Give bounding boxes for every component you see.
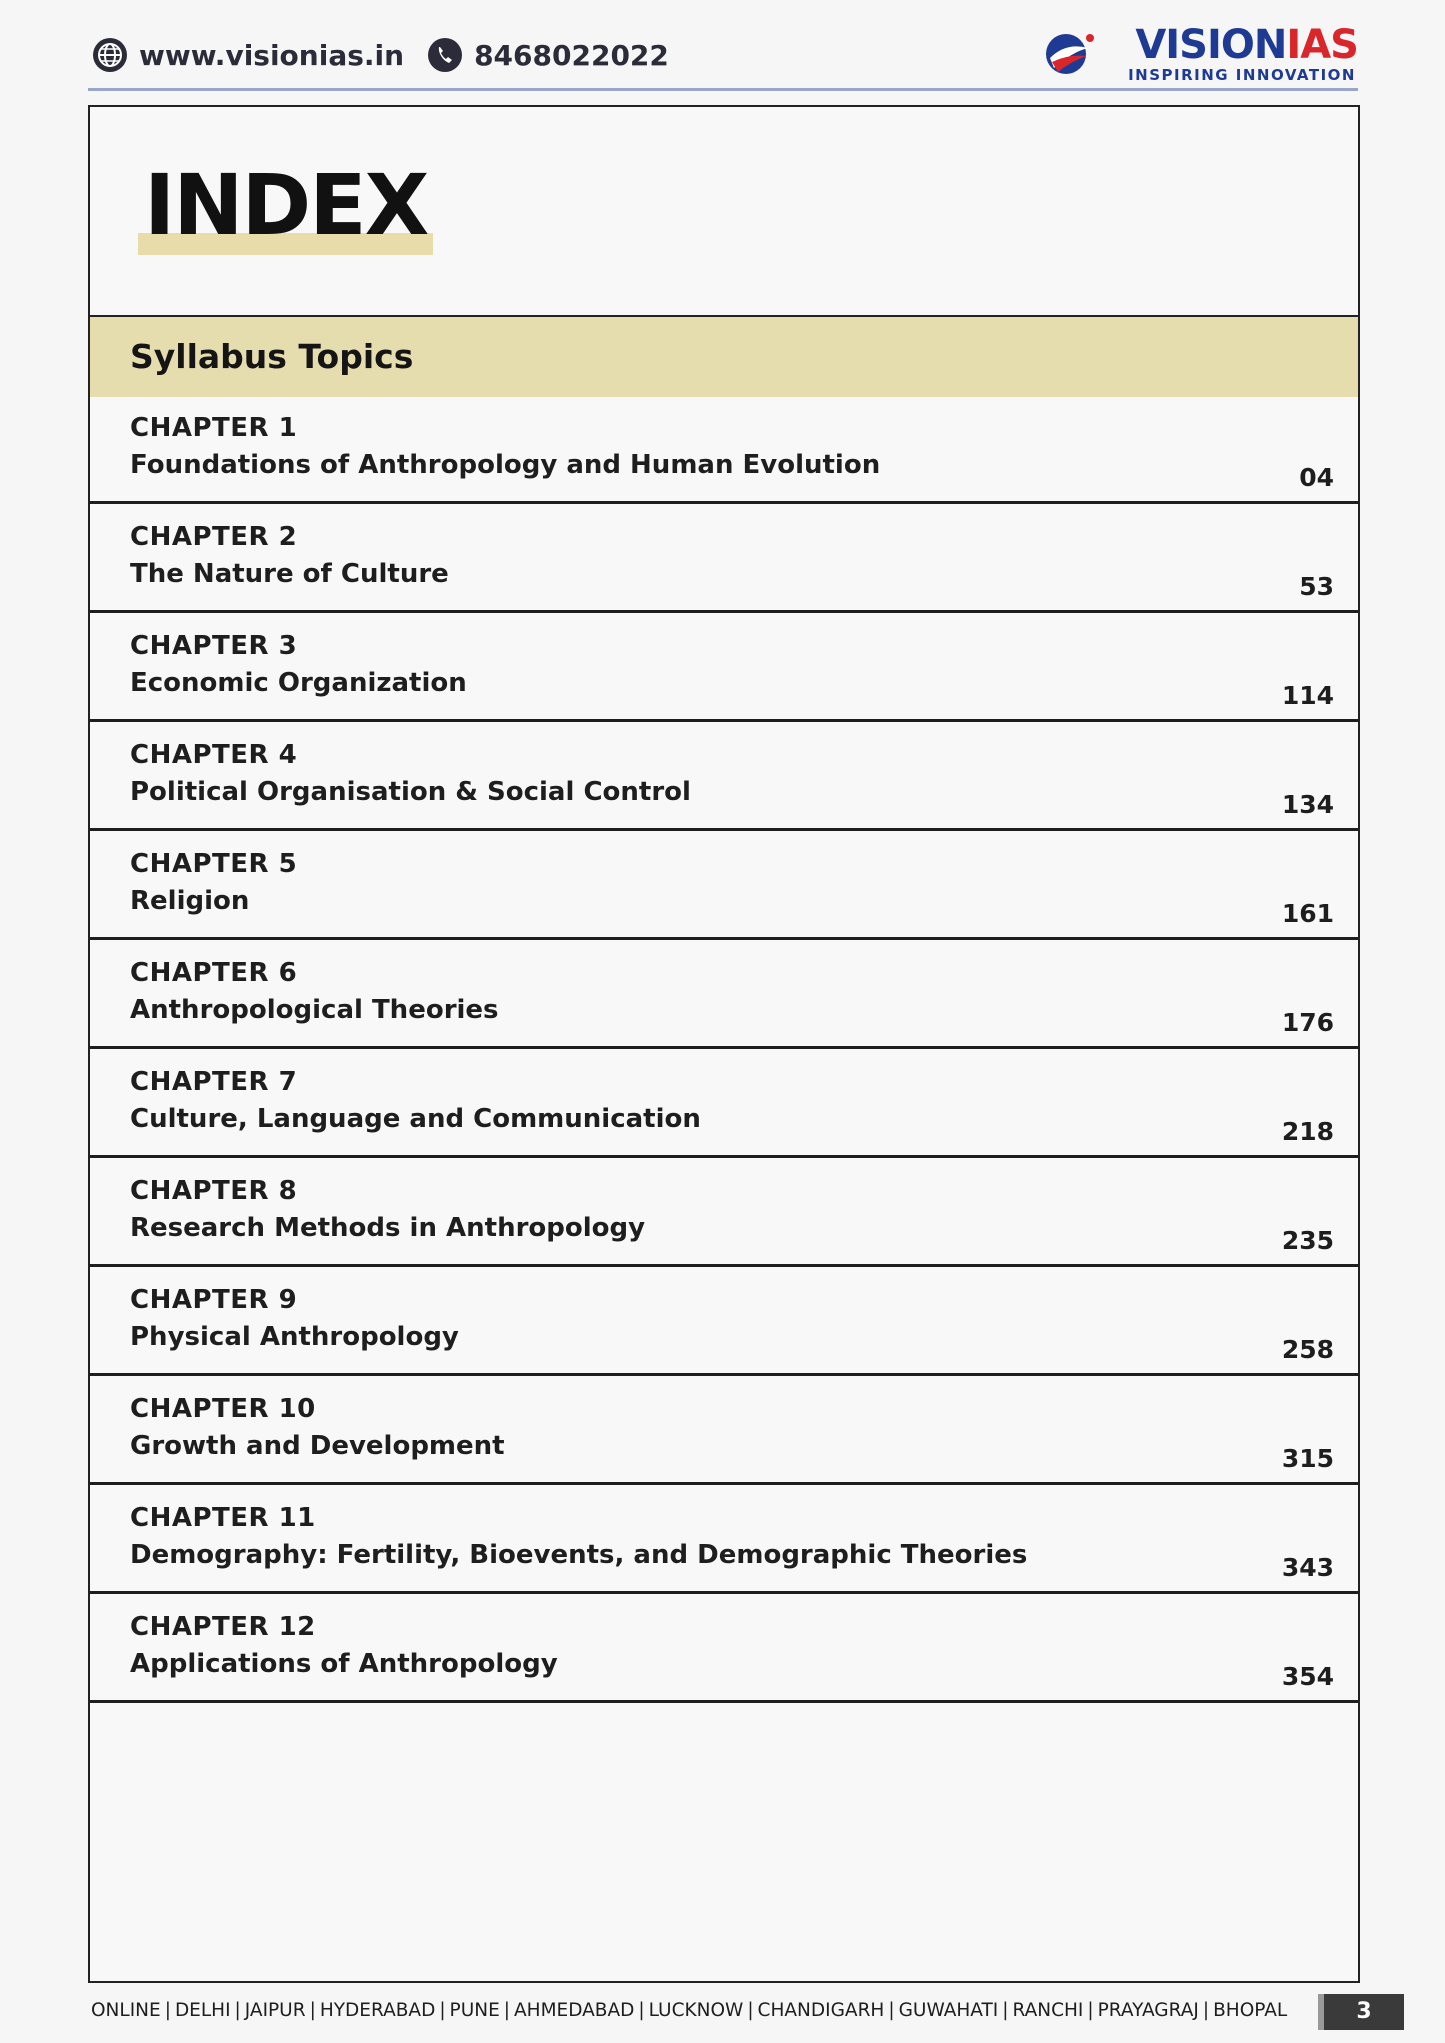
- page-footer: [88, 1994, 1372, 2034]
- logo-mark-icon: [1044, 28, 1094, 78]
- index-frame: [88, 105, 1360, 1983]
- page-title: INDEX: [138, 155, 433, 255]
- chapter-label: CHAPTER 3: [130, 631, 298, 661]
- chapter-row[interactable]: [90, 831, 1358, 940]
- chapter-page-number: 176: [1281, 1008, 1334, 1037]
- chapter-title: Applications of Anthropology: [130, 1649, 558, 1679]
- city-name: JAIPUR: [244, 2000, 306, 2021]
- chapter-title: Foundations of Anthropology and Human Evolution: [130, 450, 881, 480]
- logo-wordmark: VISIONIAS: [1135, 22, 1358, 68]
- section-heading: Syllabus Topics: [130, 337, 414, 376]
- chapter-label: CHAPTER 1: [130, 413, 298, 443]
- chapter-page-number: 114: [1281, 681, 1334, 710]
- city-name: BHOPAL: [1213, 2000, 1288, 2021]
- chapter-row[interactable]: [90, 613, 1358, 722]
- city-separator: |: [439, 2000, 446, 2021]
- globe-icon: [93, 38, 127, 72]
- chapter-title: Demography: Fertility, Bioevents, and Demographic Theories: [130, 1540, 1028, 1570]
- page-header: [88, 22, 1358, 92]
- city-name: DELHI: [174, 2000, 231, 2021]
- chapter-label: CHAPTER 7: [130, 1067, 298, 1097]
- chapter-page-number: 315: [1281, 1444, 1334, 1473]
- chapter-title: The Nature of Culture: [130, 559, 449, 589]
- chapter-label: CHAPTER 10: [130, 1394, 316, 1424]
- chapter-list: [90, 395, 1358, 1703]
- city-list: [91, 2000, 1287, 2021]
- chapter-title: Anthropological Theories: [130, 995, 499, 1025]
- header-divider: [88, 88, 1358, 91]
- chapter-label: CHAPTER 12: [130, 1612, 316, 1642]
- phone-icon: [428, 38, 462, 72]
- website-link[interactable]: www.visionias.in: [139, 38, 405, 72]
- city-name: CHANDIGARH: [757, 2000, 885, 2021]
- city-separator: |: [638, 2000, 645, 2021]
- vision-ias-logo: [1038, 22, 1358, 84]
- chapter-row[interactable]: [90, 1267, 1358, 1376]
- chapter-label: CHAPTER 6: [130, 958, 298, 988]
- chapter-row[interactable]: [90, 722, 1358, 831]
- chapter-title: Political Organisation & Social Control: [130, 777, 691, 807]
- chapter-row[interactable]: [90, 1485, 1358, 1594]
- chapter-title: Economic Organization: [130, 668, 467, 698]
- chapter-page-number: 235: [1281, 1226, 1334, 1255]
- city-separator: |: [503, 2000, 511, 2021]
- section-heading-bar: [90, 315, 1358, 397]
- city-separator: |: [1202, 2000, 1210, 2021]
- chapter-row[interactable]: [90, 395, 1358, 504]
- chapter-label: CHAPTER 8: [130, 1176, 298, 1206]
- chapter-page-number: 04: [1299, 463, 1334, 492]
- chapter-label: CHAPTER 5: [130, 849, 298, 879]
- chapter-row[interactable]: [90, 504, 1358, 613]
- chapter-page-number: 218: [1281, 1117, 1334, 1146]
- chapter-title: Growth and Development: [130, 1431, 505, 1461]
- chapter-row[interactable]: [90, 1594, 1358, 1703]
- chapter-row[interactable]: [90, 1049, 1358, 1158]
- chapter-page-number: 354: [1281, 1662, 1334, 1691]
- city-name: PRAYAGRAJ: [1097, 2000, 1199, 2021]
- chapter-row[interactable]: [90, 940, 1358, 1049]
- chapter-label: CHAPTER 9: [130, 1285, 298, 1315]
- city-separator: |: [888, 2000, 895, 2021]
- city-name: RANCHI: [1012, 2000, 1084, 2021]
- chapter-label: CHAPTER 4: [130, 740, 298, 770]
- city-separator: |: [309, 2000, 316, 2021]
- logo-tagline: INSPIRING INNOVATION: [1128, 66, 1356, 84]
- chapter-page-number: 258: [1281, 1335, 1334, 1364]
- city-separator: |: [747, 2000, 754, 2021]
- phone-number[interactable]: 8468022022: [474, 38, 669, 72]
- chapter-label: CHAPTER 11: [130, 1503, 316, 1533]
- chapter-title: Religion: [130, 886, 250, 916]
- chapter-page-number: 161: [1281, 899, 1334, 928]
- chapter-title: Physical Anthropology: [130, 1322, 459, 1352]
- city-name: ONLINE: [91, 2000, 161, 2021]
- city-separator: |: [164, 2000, 171, 2021]
- city-separator: |: [234, 2000, 241, 2021]
- city-name: LUCKNOW: [648, 2000, 744, 2021]
- chapter-label: CHAPTER 2: [130, 522, 298, 552]
- city-name: PUNE: [449, 2000, 500, 2021]
- contact-info: [93, 30, 669, 80]
- chapter-title: Culture, Language and Communication: [130, 1104, 701, 1134]
- chapter-page-number: 343: [1281, 1553, 1334, 1582]
- chapter-page-number: 134: [1281, 790, 1334, 819]
- chapter-row[interactable]: [90, 1376, 1358, 1485]
- chapter-row[interactable]: [90, 1158, 1358, 1267]
- chapter-page-number: 53: [1299, 572, 1334, 601]
- city-name: AHMEDABAD: [514, 2000, 635, 2021]
- chapter-title: Research Methods in Anthropology: [130, 1213, 646, 1243]
- city-separator: |: [1087, 2000, 1094, 2021]
- page-number: 3: [1318, 1994, 1404, 2030]
- city-name: GUWAHATI: [898, 2000, 999, 2021]
- city-name: HYDERABAD: [319, 2000, 436, 2021]
- city-separator: |: [1002, 2000, 1009, 2021]
